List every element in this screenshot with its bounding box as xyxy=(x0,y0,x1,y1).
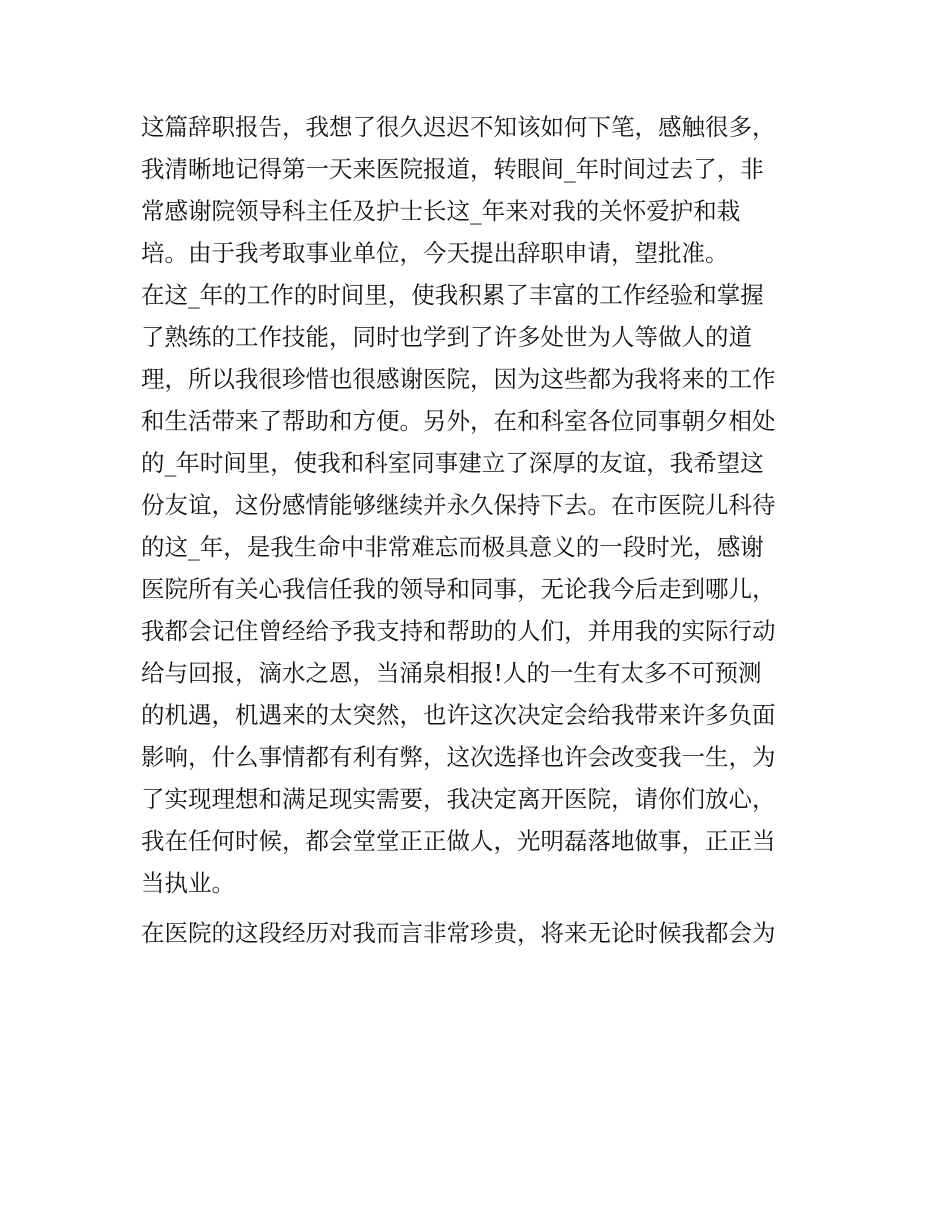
text-line: 给与回报，滴水之恩，当涌泉相报!人的一生有太多不可预测 xyxy=(141,659,762,687)
text-line: 培。由于我考取事业单位，今天提出辞职申请，望批准。 xyxy=(141,239,729,267)
text-line: 的机遇，机遇来的太突然，也许这次决定会给我带来许多负面 xyxy=(141,701,776,729)
text-line: 医院所有关心我信任我的领导和同事，无论我今后走到哪儿， xyxy=(141,575,776,603)
text-line: 份友谊，这份感情能够继续并永久保持下去。在市医院儿科待 xyxy=(141,491,776,519)
text-line: 影响，什么事情都有利有弊，这次选择也许会改变我一生，为 xyxy=(141,743,776,771)
text-line: 的_年时间里，使我和科室同事建立了深厚的友谊，我希望这 xyxy=(141,449,764,477)
text-line: 和生活带来了帮助和方便。另外，在和科室各位同事朝夕相处 xyxy=(141,407,776,435)
text-line: 我都会记住曾经给予我支持和帮助的人们，并用我的实际行动 xyxy=(141,617,776,645)
text-line: 这篇辞职报告，我想了很久迟迟不知该如何下笔，感触很多， xyxy=(141,113,776,141)
text-line: 的这_年，是我生命中非常难忘而极具意义的一段时光，感谢 xyxy=(141,533,764,561)
text-line: 理，所以我很珍惜也很感谢医院，因为这些都为我将来的工作 xyxy=(141,365,776,393)
resignation-letter-body xyxy=(141,106,821,954)
text-line: 我在任何时候，都会堂堂正正做人，光明磊落地做事，正正当 xyxy=(141,827,776,855)
text-line: 在这_年的工作的时间里，使我积累了丰富的工作经验和掌握 xyxy=(141,281,764,309)
text-line: 在医院的这段经历对我而言非常珍贵，将来无论时候我都会为 xyxy=(141,919,776,947)
text-line: 我清晰地记得第一天来医院报道，转眼间_年时间过去了，非 xyxy=(141,155,764,183)
text-line: 了实现理想和满足现实需要，我决定离开医院，请你们放心， xyxy=(141,785,776,813)
text-line: 了熟练的工作技能，同时也学到了许多处世为人等做人的道 xyxy=(141,323,752,351)
text-line: 当执业。 xyxy=(141,869,235,897)
text-line: 常感谢院领导科主任及护士长这_年来对我的关怀爱护和栽 xyxy=(141,197,741,225)
